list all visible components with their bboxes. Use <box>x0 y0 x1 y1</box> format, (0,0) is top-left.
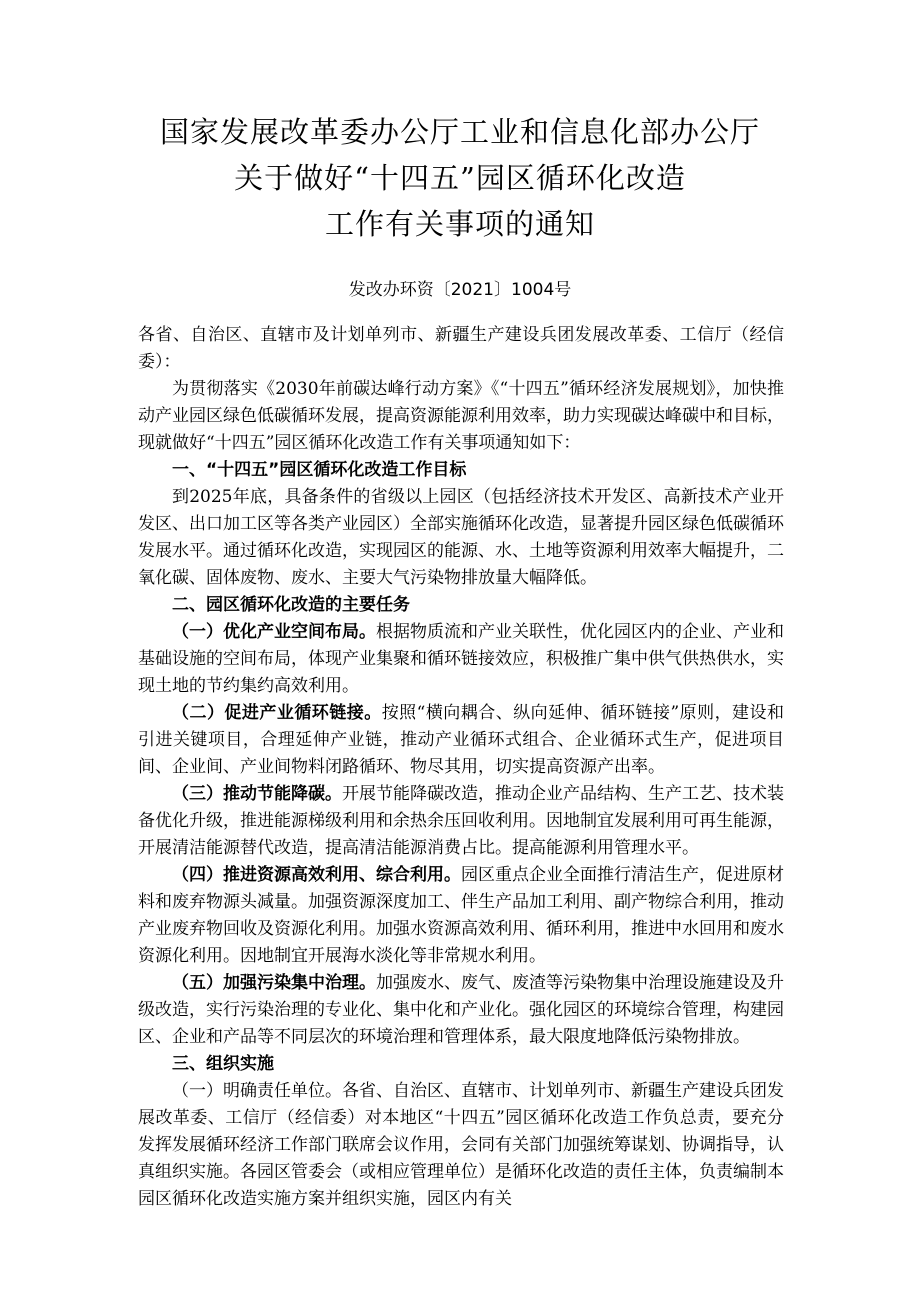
task-lead: （五）加强污染集中治理。 <box>172 973 376 993</box>
task-text: 园区重点企业全面推行清洁生产，促进原材料和废弃物源头减量。加强资源深度加工、伴生产品加工利用、副产物综合利用，推动产业废弃物回收及资源化利用。加强水资源高效利用、循环利用，推进中水回用和废水资源化利用。因地制宜开展海水淡化等非常规水利用。 <box>138 865 784 966</box>
task-text: 按照“横向耦合、纵向延伸、循环链接”原则，建设和引进关键项目，合理延伸产业链，推动产业循环式组合、企业循环式生产，促进项目间、企业间、产业间物料闭路循环、物尽其用，切实提高资源产出率。 <box>138 703 784 777</box>
section-3-heading: 三、组织实施 <box>172 1054 274 1074</box>
section-1-heading: 一、“十四五”园区循环化改造工作目标 <box>172 460 467 480</box>
task-text: 开展节能降碳改造，推动企业产品结构、生产工艺、技术装备优化升级，推进能源梯级利用和余热余压回收利用。因地制宜发展利用可再生能源，开展清洁能源替代改造，提高清洁能源消费占比。提高能源利用管理水平。 <box>138 784 784 858</box>
document-number: 发改办环资〔2021〕1004号 <box>348 280 572 300</box>
task-lead: （二）促进产业循环链接。 <box>172 703 382 723</box>
task-lead: （一）优化产业空间布局。 <box>172 622 376 642</box>
section-1-paragraph: 到2025年底，具备条件的省级以上园区（包括经济技术开发区、高新技术产业开发区、出口加工区等各类产业园区）全部实施循环化改造，显著提升园区绿色低碳循环发展水平。通过循环化改造，实现园区的能源、水、土地等资源利用效率大幅提升，二氧化碳、固体废物、废水、主要大气污染物排放量大幅降低。 <box>138 487 784 588</box>
task-lead: （三）推动节能降碳。 <box>172 784 342 804</box>
document-title-line-2: 关于做好“十四五”园区循环化改造 <box>234 161 686 195</box>
task-paragraph <box>138 781 784 862</box>
task-lead: （四）推进资源高效利用、综合利用。 <box>172 865 461 885</box>
task-paragraph <box>138 862 784 970</box>
intro-paragraph: 为贯彻落实《2030年前碳达峰行动方案》《“十四五”循环经济发展规划》，加快推动产业园区绿色低碳循环发展，提高资源能源利用效率，助力实现碳达峰碳中和目标，现就做好“十四五”园区循环化改造工作有关事项通知如下： <box>138 379 784 453</box>
implementation-paragraph: （一）明确责任单位。各省、自治区、直辖市、计划单列市、新疆生产建设兵团发展改革委、工信厅（经信委）对本地区“十四五”园区循环化改造工作负总责，要充分发挥发展循环经济工作部门联席会议作用，会同有关部门加强统筹谋划、协调指导，认真组织实施。各园区管委会（或相应管理单位）是循环化改造的责任主体，负责编制本园区循环化改造实施方案并组织实施，园区内有关 <box>138 1081 784 1209</box>
section-2-heading: 二、园区循环化改造的主要任务 <box>172 595 410 615</box>
addressee: 各省、自治区、直辖市及计划单列市、新疆生产建设兵团发展改革委、工信厅（经信委）： <box>138 325 784 372</box>
task-paragraph <box>138 970 784 1051</box>
task-text: 根据物质流和产业关联性，优化园区内的企业、产业和基础设施的空间布局，体现产业集聚和循环链接效应，积极推广集中供气供热供水，实现土地的节约集约高效利用。 <box>138 622 784 696</box>
task-text: 加强废水、废气、废渣等污染物集中治理设施建设及升级改造，实行污染治理的专业化、集中化和产业化。强化园区的环境综合管理，构建园区、企业和产品等不同层次的环境治理和管理体系，最大限度地降低污染物排放。 <box>138 973 784 1047</box>
document-title-line-3: 工作有关事项的通知 <box>324 207 595 241</box>
task-paragraph <box>138 619 784 700</box>
document-title-line-1: 国家发展改革委办公厅工业和信息化部办公厅 <box>159 115 760 149</box>
document-body <box>138 322 784 1213</box>
task-paragraph <box>138 700 784 781</box>
